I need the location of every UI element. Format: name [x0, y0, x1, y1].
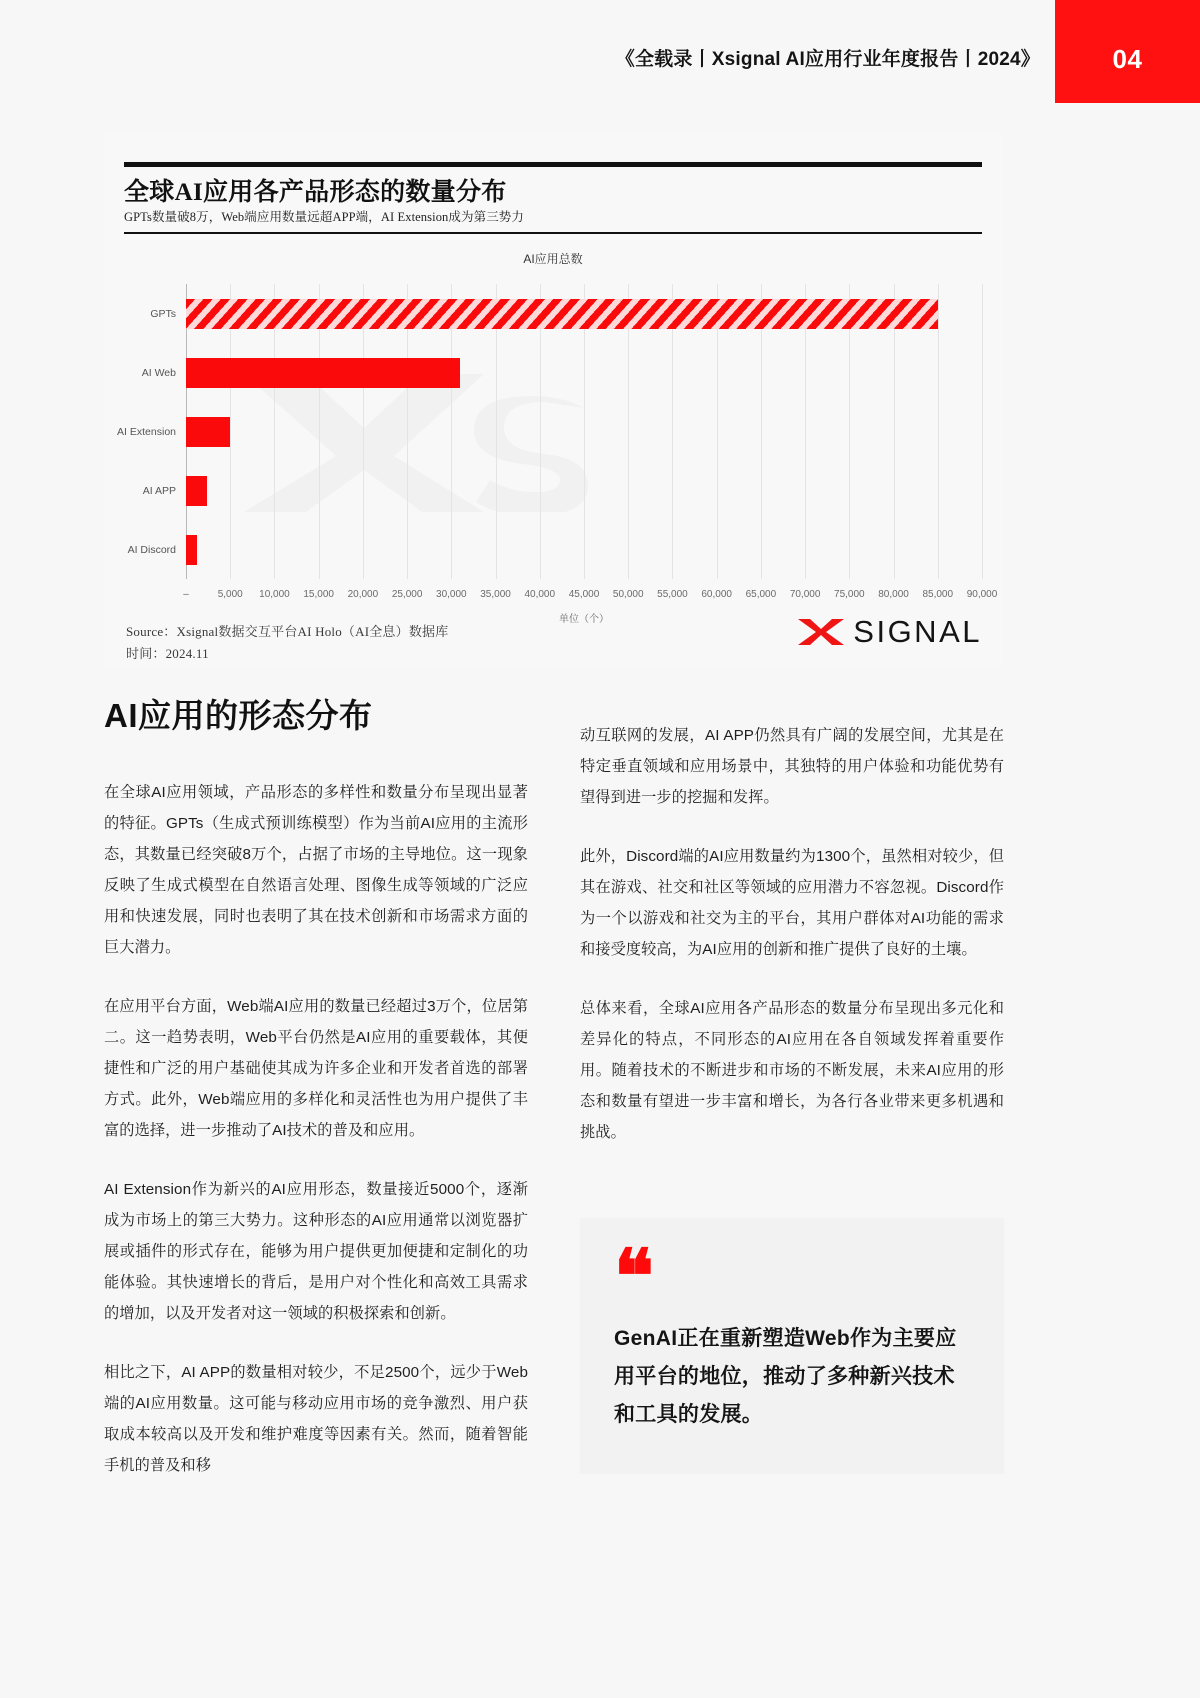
pull-quote: [580, 1218, 1004, 1474]
x-tick-label: 35,000: [480, 589, 511, 600]
paragraph: 相比之下，AI APP的数量相对较少，不足2500个，远少于Web端的AI应用数量。这可能与移动应用市场的竞争激烈、用户获取成本较高以及开发和维护难度等因素有关。然而，随着智能手机的普及和移: [104, 1364, 528, 1474]
gridline: [982, 284, 983, 579]
bar-row: [127, 535, 982, 565]
chart-title: 全球AI应用各产品形态的数量分布: [124, 179, 507, 206]
x-tick-label: 75,000: [834, 589, 865, 600]
x-mark-icon: [798, 617, 844, 647]
article-heading: AI应用的形态分布: [104, 697, 373, 734]
article-column-left: [104, 690, 528, 1509]
x-tick-label: 65,000: [745, 589, 777, 600]
page-header: [0, 0, 1200, 105]
brand-wordmark: SIGNAL: [853, 614, 982, 649]
chart-source: Source：Xsignal数据交互平台AI Holo（AI全息）数据库: [126, 624, 449, 639]
paragraph: AI Extension作为新兴的AI应用形态，数量接近5000个，逐渐成为市场上的第三大势力。这种形态的AI应用通常以浏览器扩展或插件的形式存在，能够为用户提供更加便捷和定制化的功能体验。其快速增长的背后，是用户对个性化和高效工具需求的增加，以及开发者对这一领域的积极探索和创新。: [104, 1181, 528, 1322]
chart-subtitle: GPTs数量破8万，Web端应用数量远超APP端，AI Extension成为第三势力: [124, 210, 524, 224]
chart-date: 时间：2024.11: [126, 646, 209, 661]
article-column-right: [580, 720, 1004, 1176]
bar-row: [117, 417, 982, 447]
xsignal-logo: [798, 614, 982, 650]
bar-row: [141, 358, 982, 388]
x-tick-label: 90,000: [966, 589, 998, 600]
bar-row: [150, 299, 982, 329]
category-label: AI APP: [142, 484, 176, 497]
chart-top-rule: [124, 162, 982, 167]
category-label: GPTs: [150, 307, 176, 320]
x-tick-label: 50,000: [612, 589, 644, 600]
x-tick-label: 15,000: [303, 589, 334, 600]
x-tick-label: 85,000: [922, 589, 954, 600]
page-number-tab: [1055, 0, 1200, 103]
chart-card: [104, 132, 1002, 668]
x-tick-label: 10,000: [259, 589, 290, 600]
x-axis-unit-label: 单位（个）: [559, 614, 609, 625]
paragraph: 在应用平台方面，Web端AI应用的数量已经超过3万个，位居第二。这一趋势表明，Web平台仍然是AI应用的重要载体，其便捷性和广泛的用户基础使其成为许多企业和开发者首选的部署方式。此外，Web端应用的多样化和灵活性也为用户提供了丰富的选择，进一步推动了AI技术的普及和应用。: [104, 998, 528, 1139]
x-tick-label: 55,000: [657, 589, 688, 600]
bar-ai-app: [186, 476, 207, 506]
bar-row: [142, 476, 982, 506]
page-number: 04: [1112, 44, 1143, 74]
bar-ai-discord: [186, 535, 197, 565]
category-label: AI Extension: [117, 425, 176, 438]
bar-gpts: [186, 299, 938, 329]
x-tick-label: 20,000: [347, 589, 379, 600]
x-tick-label: 5,000: [217, 589, 243, 600]
report-title: 《全载录丨Xsignal AI应用行业年度报告丨2024》: [615, 49, 1040, 70]
bar-ai-web: [186, 358, 460, 388]
paragraph: 在全球AI应用领域，产品形态的多样性和数量分布呈现出显著的特征。GPTs（生成式预训练模型）作为当前AI应用的主流形态，其数量已经突破8万个，占据了市场的主导地位。这一现象反映了生成式模型在自然语言处理、图像生成等领域的广泛应用和快速发展，同时也表明了其在技术创新和市场需求方面的巨大潜力。: [104, 784, 528, 956]
chart-plot-area: [117, 284, 998, 625]
x-tick-label: 30,000: [436, 589, 467, 600]
quote-mark-icon: ❝: [614, 1237, 652, 1319]
bar-ai-extension: [186, 417, 230, 447]
x-tick-label: 80,000: [878, 589, 909, 600]
quote-text: GenAI正在重新塑造Web作为主要应用平台的地位，推动了多种新兴技术和工具的发展。: [614, 1327, 957, 1426]
x-tick-label: 40,000: [524, 589, 556, 600]
category-label: AI Discord: [127, 543, 176, 556]
chart-legend: AI应用总数: [523, 252, 583, 266]
paragraph: 总体来看，全球AI应用各产品形态的数量分布呈现出多元化和差异化的特点，不同形态的AI应用在各自领域发挥着重要作用。随着技术的不断进步和市场的不断发展，未来AI应用的形态和数量有望进一步丰富和增长，为各行各业带来更多机遇和挑战。: [580, 1000, 1004, 1141]
x-tick-label: 25,000: [391, 589, 423, 600]
x-tick-label: 45,000: [568, 589, 600, 600]
chart-mid-rule: [124, 232, 982, 234]
paragraph: 动互联网的发展，AI APP仍然具有广阔的发展空间，尤其是在特定垂直领域和应用场景中，其独特的用户体验和功能优势有望得到进一步的挖掘和发挥。: [580, 727, 1004, 806]
category-label: AI Web: [141, 366, 176, 379]
x-tick-label: –: [183, 589, 189, 600]
paragraph: 此外，Discord端的AI应用数量约为1300个，虽然相对较少，但其在游戏、社交和社区等领域的应用潜力不容忽视。Discord作为一个以游戏和社交为主的平台，其用户群体对AI功能的需求和接受度较高，为AI应用的创新和推广提供了良好的土壤。: [580, 848, 1004, 958]
x-tick-label: 70,000: [789, 589, 821, 600]
x-tick-label: 60,000: [701, 589, 732, 600]
